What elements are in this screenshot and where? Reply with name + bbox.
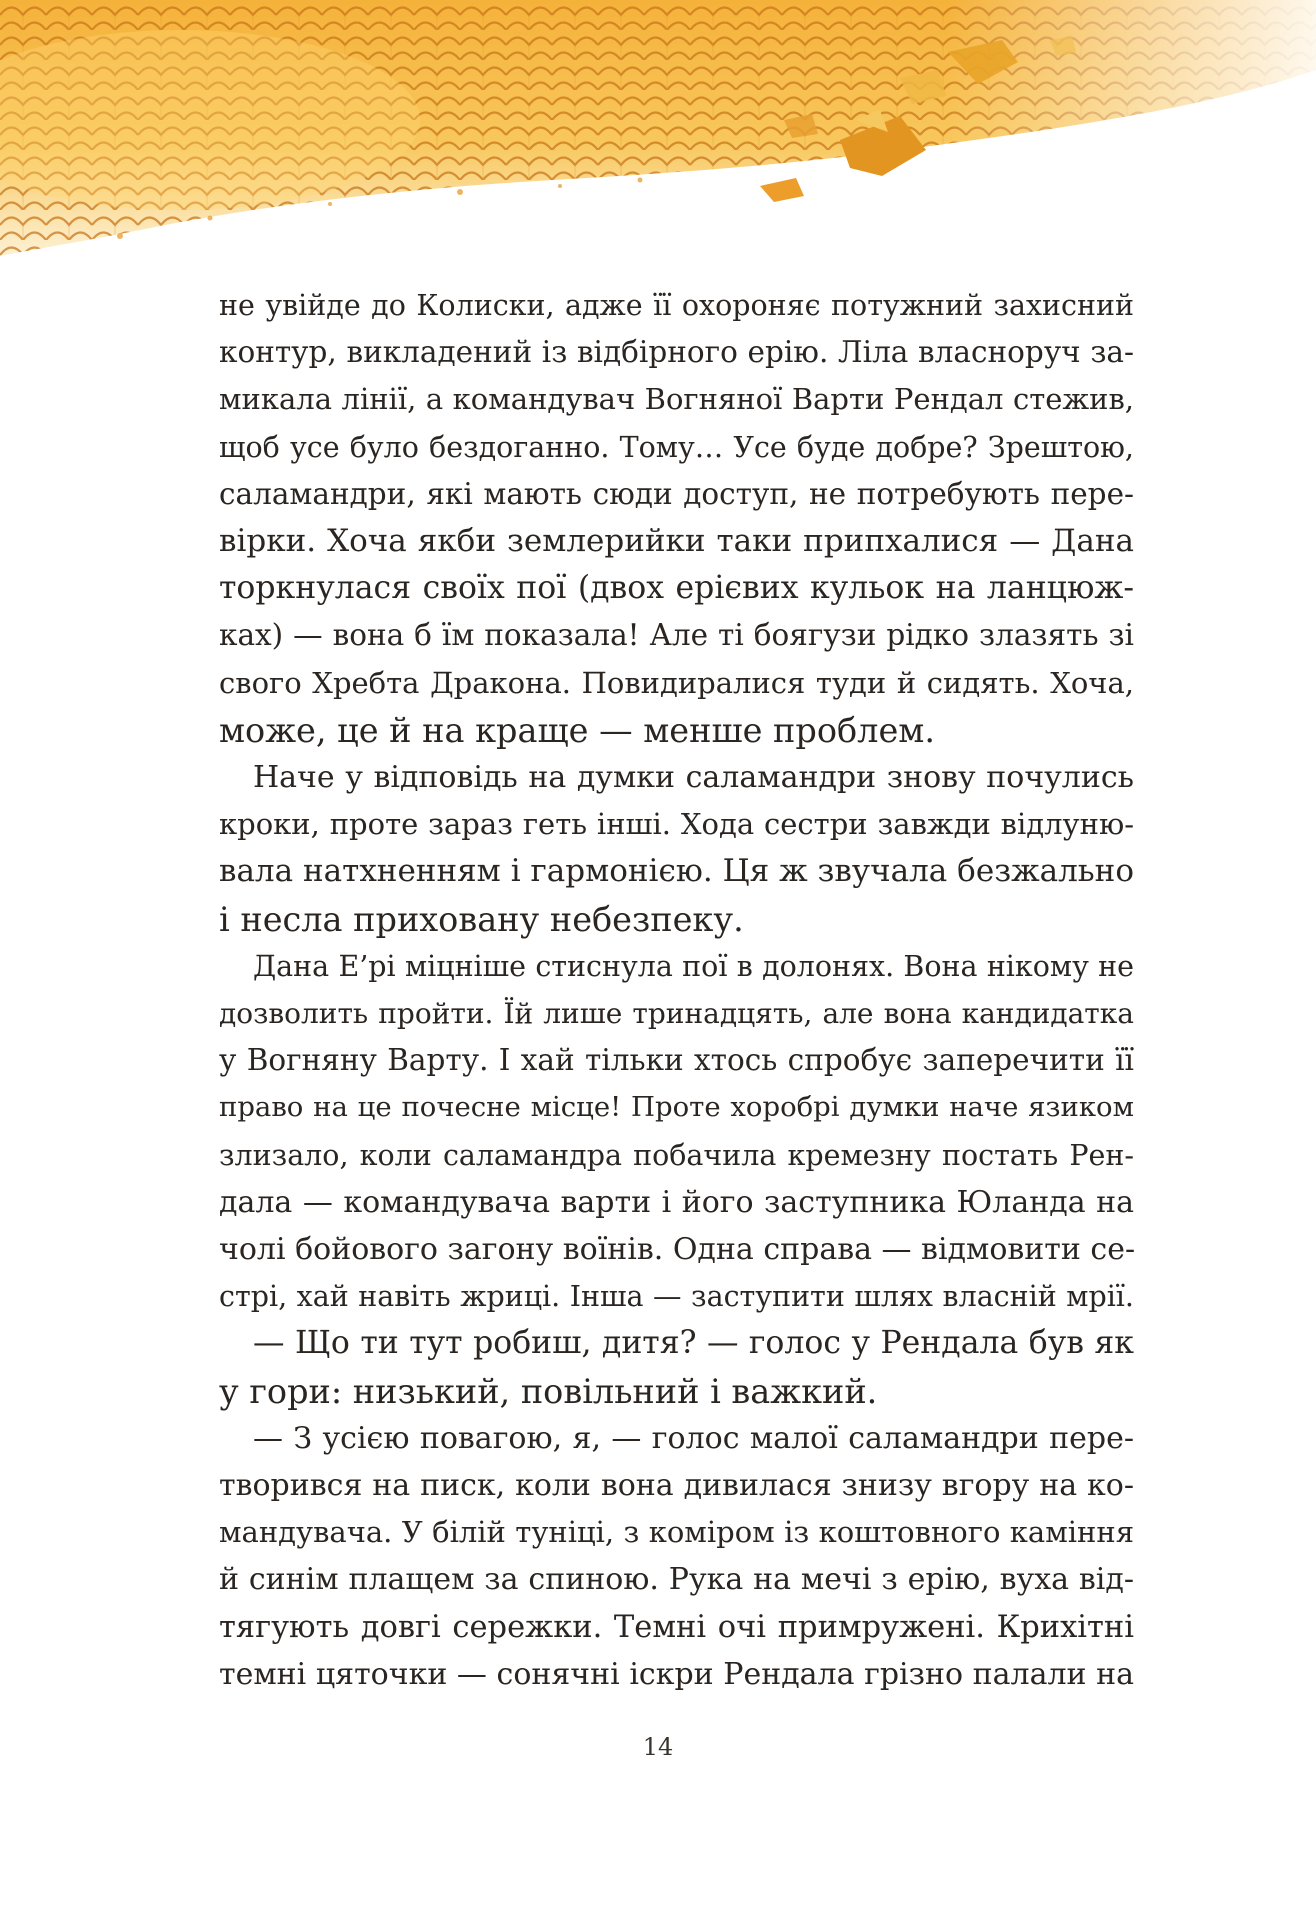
text-line: контур, викладений із відбірного ерію. Ліла власноруч за- xyxy=(219,335,1134,370)
text-line: щоб усе було бездоганно. Тому… Усе буде добре? Зрештою, xyxy=(219,430,1134,464)
text-line: стрі, хай навіть жриці. Інша — заступити шлях власній мрії. xyxy=(219,1280,1134,1314)
text-line: темні цяточки — сонячні іскри Рендала грізно палали на xyxy=(219,1656,1134,1692)
golden-scales-illustration xyxy=(0,0,1316,300)
text-line: дала — командувача варти і його заступника Юланда на xyxy=(219,1184,1134,1220)
text-line: право на це почесне місце! Проте хоробрі думки наче язиком xyxy=(219,1091,1134,1124)
text-line: — Що ти тут робиш, дитя? — голос у Рендала був як xyxy=(253,1325,1134,1362)
text-line: саламандри, які мають сюди доступ, не потребують пере- xyxy=(219,476,1134,511)
text-line: кроки, проте зараз геть інші. Хода сестри завжди відлуню- xyxy=(219,807,1134,842)
text-line: у Вогняну Варту. І хай тільки хтось спробує заперечити її xyxy=(219,1043,1134,1078)
text-line: ках) — вона б їм показала! Але ті боягузи рідко злазять зі xyxy=(219,618,1134,653)
text-line: й синім плащем за спиною. Рука на мечі з ерію, вуха від- xyxy=(219,1562,1134,1598)
text-line: вірки. Хоча якби землерийки таки припхалися — Дана xyxy=(219,523,1134,560)
text-line: не увійде до Колиски, адже її охороняє потужний захисний xyxy=(219,289,1134,322)
text-line: мандувача. У білій туніці, з коміром із коштовного каміння xyxy=(219,1515,1134,1550)
text-line: може, це й на краще — менше проблем. xyxy=(219,710,935,750)
text-line: торкнулася своїх пої (двох ерієвих кульок на ланцюж- xyxy=(219,570,1134,607)
text-line: творився на писк, коли вона дивилася знизу вгору на ко- xyxy=(219,1468,1134,1504)
text-line: чолі бойового загону воїнів. Одна справа — відмовити се- xyxy=(219,1232,1136,1268)
text-line: і несла приховану небезпеку. xyxy=(219,899,744,939)
text-line: тягують довгі сережки. Темні очі примружені. Крихітні xyxy=(219,1609,1134,1645)
text-line: злизало, коли саламандра побачила кремезну постать Рен- xyxy=(219,1138,1134,1172)
page-number: 14 xyxy=(642,1733,674,1761)
text-line: микала лінії, а командувач Вогняної Варти Рендал стежив, xyxy=(219,382,1134,417)
text-line: — З усією повагою, я, — голос малої саламандри пере- xyxy=(253,1420,1134,1456)
text-line: Дана Е’рі міцніше стиснула пої в долонях. Вона нікому не xyxy=(253,949,1134,983)
text-line: дозволить пройти. Їй лише тринадцять, але вона кандидатка xyxy=(219,997,1134,1031)
text-line: вала натхненням і гармонією. Ця ж звучала безжально xyxy=(219,853,1134,890)
text-line: свого Хребта Дракона. Повидиралися туди й сидять. Хоча, xyxy=(219,665,1134,700)
body-text xyxy=(219,282,1134,1698)
text-line: у гори: низький, повільний і важкий. xyxy=(219,1371,878,1411)
text-line: Наче у відповідь на думки саламандри знову почулись xyxy=(253,760,1134,796)
